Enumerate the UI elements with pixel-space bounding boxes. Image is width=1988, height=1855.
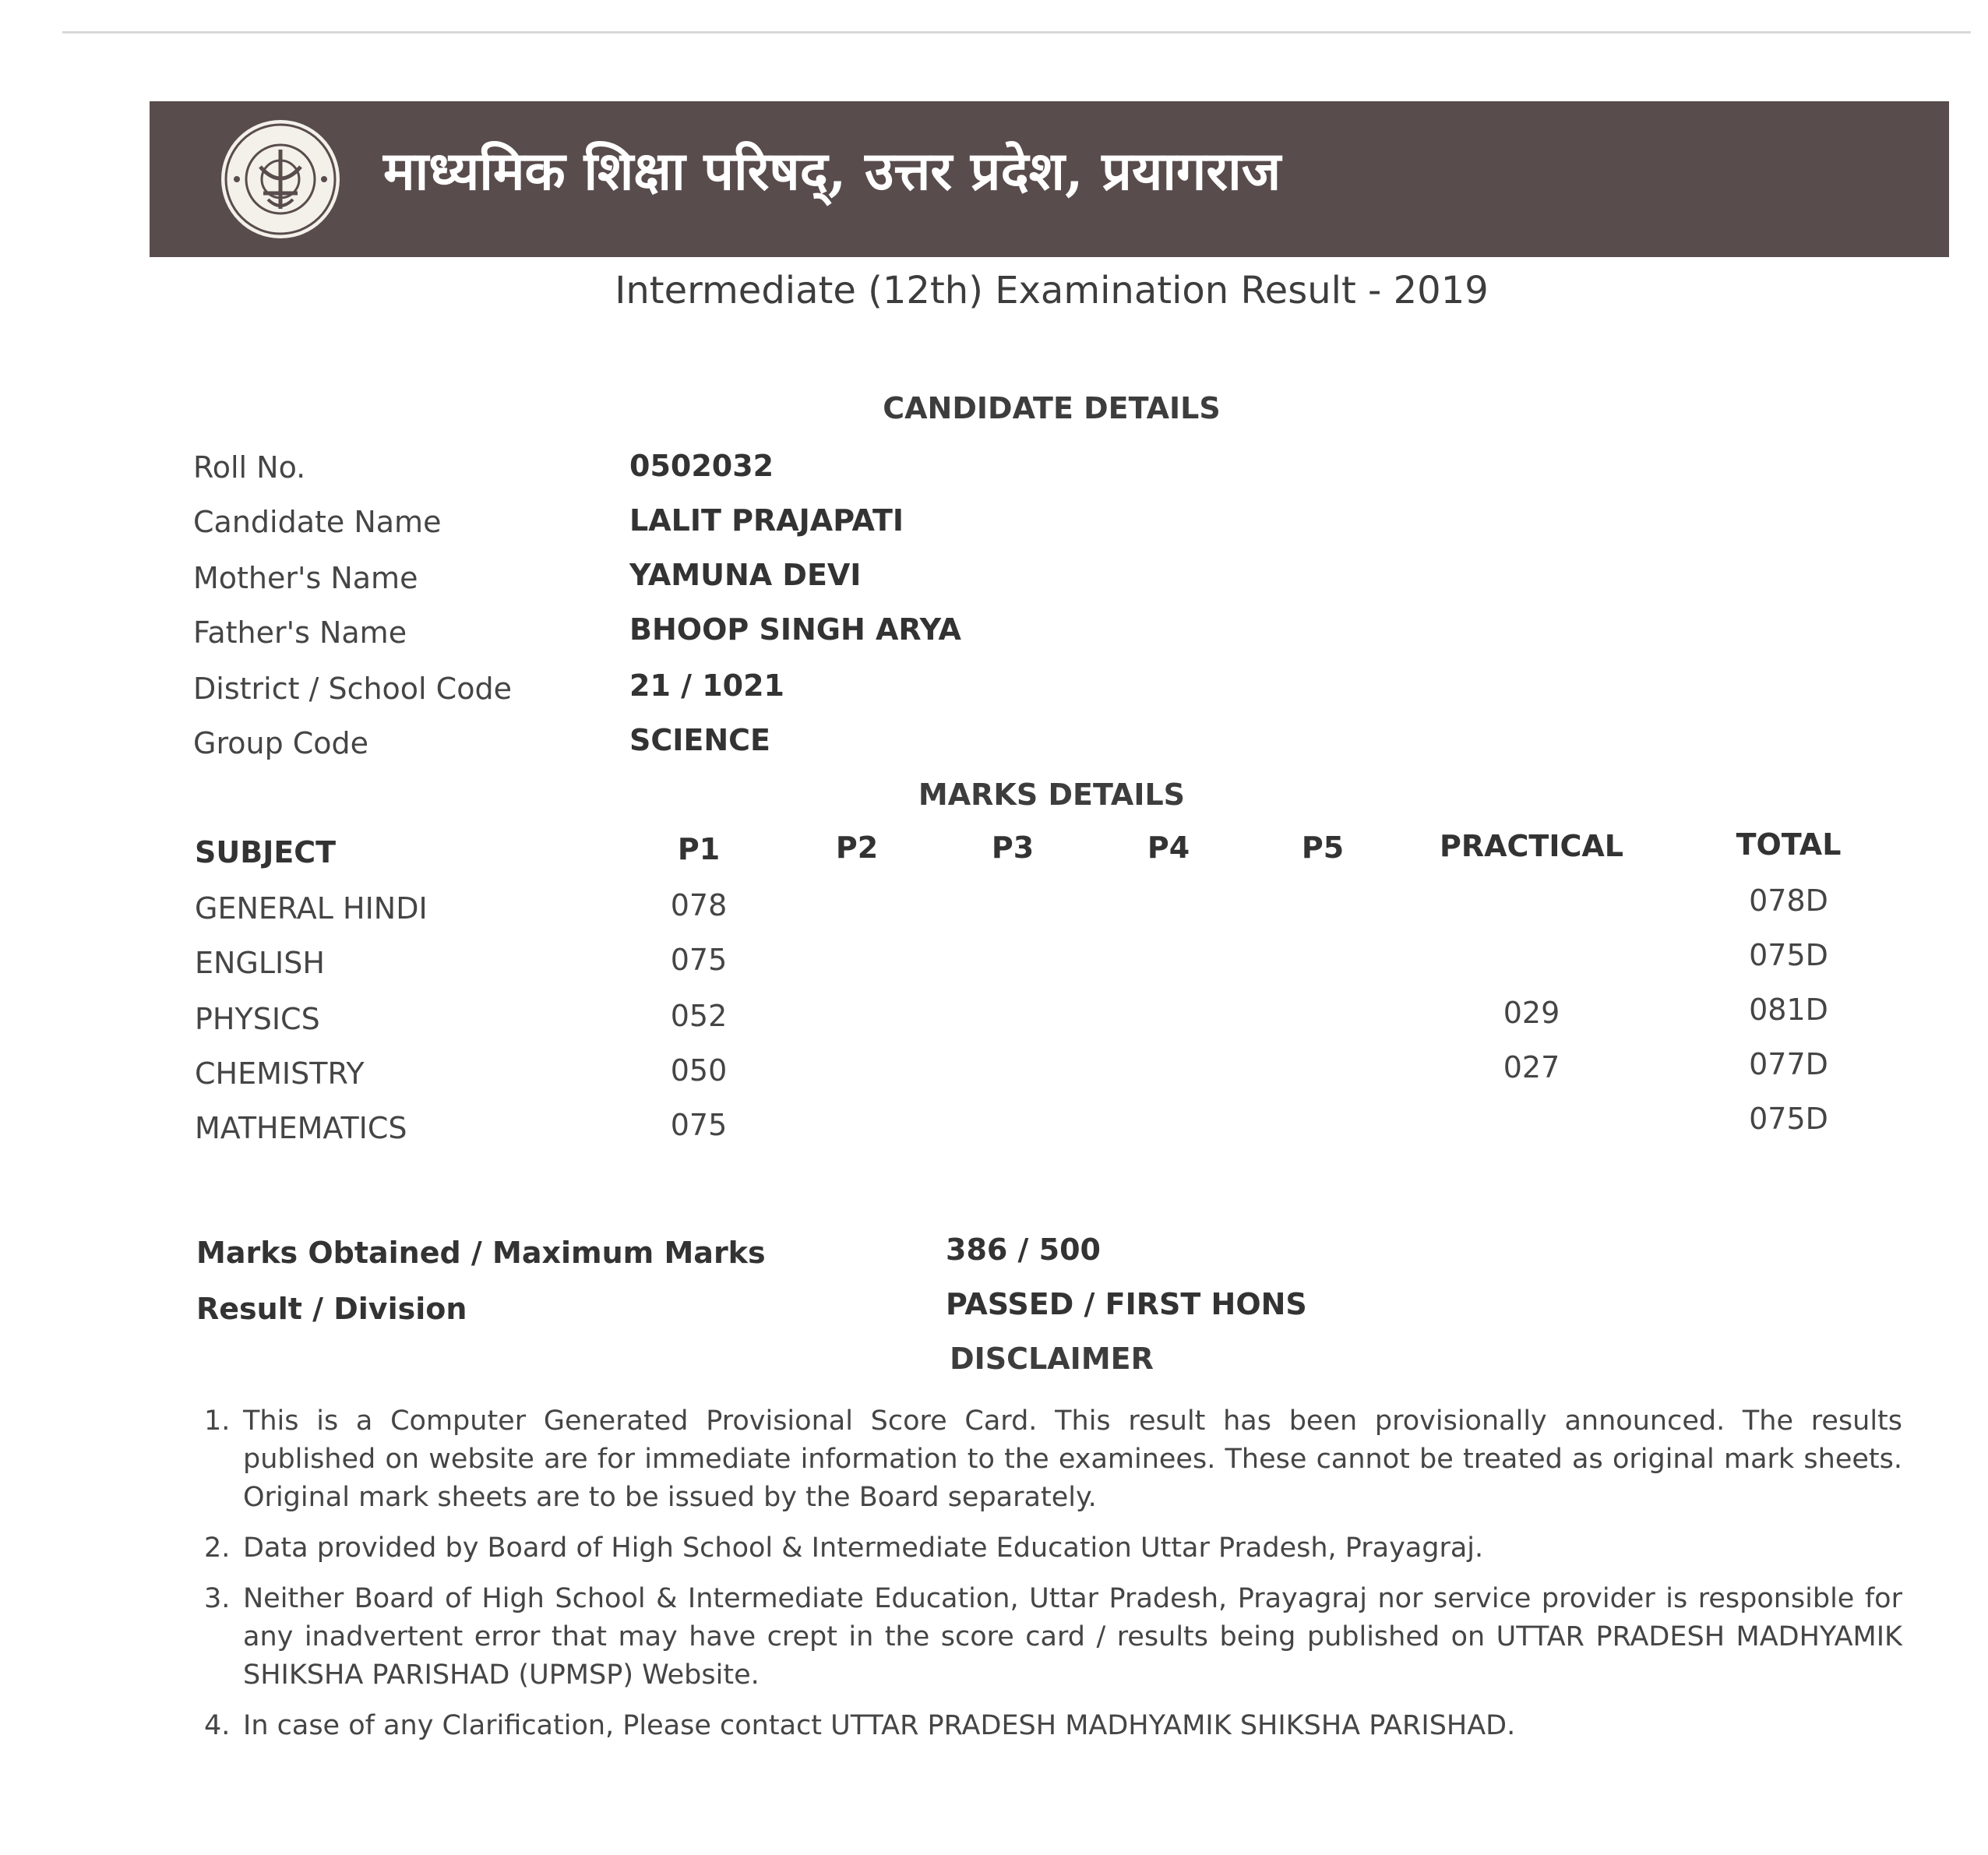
roll-no-label: Roll No. [193,450,306,485]
father-name-label: Father's Name [193,615,407,650]
p1-cell: 050 [670,1053,728,1088]
total-cell: 077D [1749,1047,1828,1081]
practical-cell: 029 [1503,996,1560,1030]
marks-obtained-value: 386 / 500 [946,1233,1101,1267]
subject-cell: CHEMISTRY [195,1056,365,1091]
result-division-value: PASSED / FIRST HONS [946,1287,1307,1321]
scan-edge-line [62,31,1971,34]
disclaimer-list [204,1402,1902,1758]
list-item [204,1580,1902,1695]
disclaimer-text: Neither Board of High School & Intermediate Education, Uttar Pradesh, Prayagraj nor service provider is responsible for any inadvertent error that may have crept in the score card / results being published on UTTAR PRADESH MADHYAMIK SHIKSHA PARISHAD (UPMSP) Website. [243,1583,1902,1691]
list-number: 1. [204,1405,231,1437]
subject-cell: GENERAL HINDI [195,891,428,926]
candidate-name-value: LALIT PRAJAPATI [629,503,904,538]
total-cell: 075D [1749,938,1828,972]
group-code-value: SCIENCE [629,723,771,757]
up-board-emblem-icon [220,118,341,240]
disclaimer-heading: DISCLAIMER [950,1342,1154,1376]
total-cell: 075D [1749,1102,1828,1136]
group-code-label: Group Code [193,726,369,760]
header-banner [150,101,1949,257]
col-header-subject: SUBJECT [195,835,337,869]
total-cell: 081D [1749,993,1828,1027]
list-item [204,1707,1902,1745]
result-division-label: Result / Division [196,1292,467,1326]
subject-cell: PHYSICS [195,1002,320,1036]
list-item [204,1402,1902,1517]
list-item [204,1529,1902,1568]
col-header-total: TOTAL [1736,827,1842,862]
subject-cell: ENGLISH [195,946,325,980]
p1-cell: 052 [670,999,728,1033]
p1-cell: 075 [670,943,728,977]
marks-details-heading: MARKS DETAILS [918,778,1186,812]
disclaimer-text: Data provided by Board of High School & Intermediate Education Uttar Pradesh, Prayagraj. [243,1532,1484,1564]
col-header-p5: P5 [1301,831,1345,865]
subject-cell: MATHEMATICS [195,1111,407,1145]
district-school-code-label: District / School Code [193,672,512,706]
col-header-p1: P1 [677,832,721,866]
p1-cell: 078 [670,888,728,922]
roll-no-value: 0502032 [629,449,774,483]
board-title: माध्यमिक शिक्षा परिषद्, उत्तर प्रदेश, प्रयागराज [383,140,1281,203]
total-cell: 078D [1749,883,1828,918]
candidate-name-label: Candidate Name [193,505,442,539]
father-name-value: BHOOP SINGH ARYA [629,612,961,647]
mother-name-label: Mother's Name [193,561,418,595]
marks-obtained-label: Marks Obtained / Maximum Marks [196,1236,766,1270]
disclaimer-text: In case of any Clarification, Please contact UTTAR PRADESH MADHYAMIK SHIKSHA PARISHAD. [243,1710,1516,1741]
col-header-p2: P2 [835,831,879,865]
candidate-details-heading: CANDIDATE DETAILS [883,391,1221,425]
list-number: 2. [204,1532,231,1564]
list-number: 4. [204,1710,231,1741]
col-header-p3: P3 [991,831,1035,865]
disclaimer-text: This is a Computer Generated Provisional Score Card. This result has been provisionally announced. The results published on website are for immediate information to the examinees. These cannot be treated as original mark sheets. Original mark sheets are to be issued by the Board separately. [243,1405,1902,1513]
mother-name-value: YAMUNA DEVI [629,558,862,592]
p1-cell: 075 [670,1108,728,1142]
district-school-code-value: 21 / 1021 [629,668,784,703]
list-number: 3. [204,1583,231,1614]
col-header-practical: PRACTICAL [1440,829,1623,863]
page-title: Intermediate (12th) Examination Result - 2019 [615,269,1489,312]
col-header-p4: P4 [1147,831,1190,865]
practical-cell: 027 [1503,1050,1560,1084]
